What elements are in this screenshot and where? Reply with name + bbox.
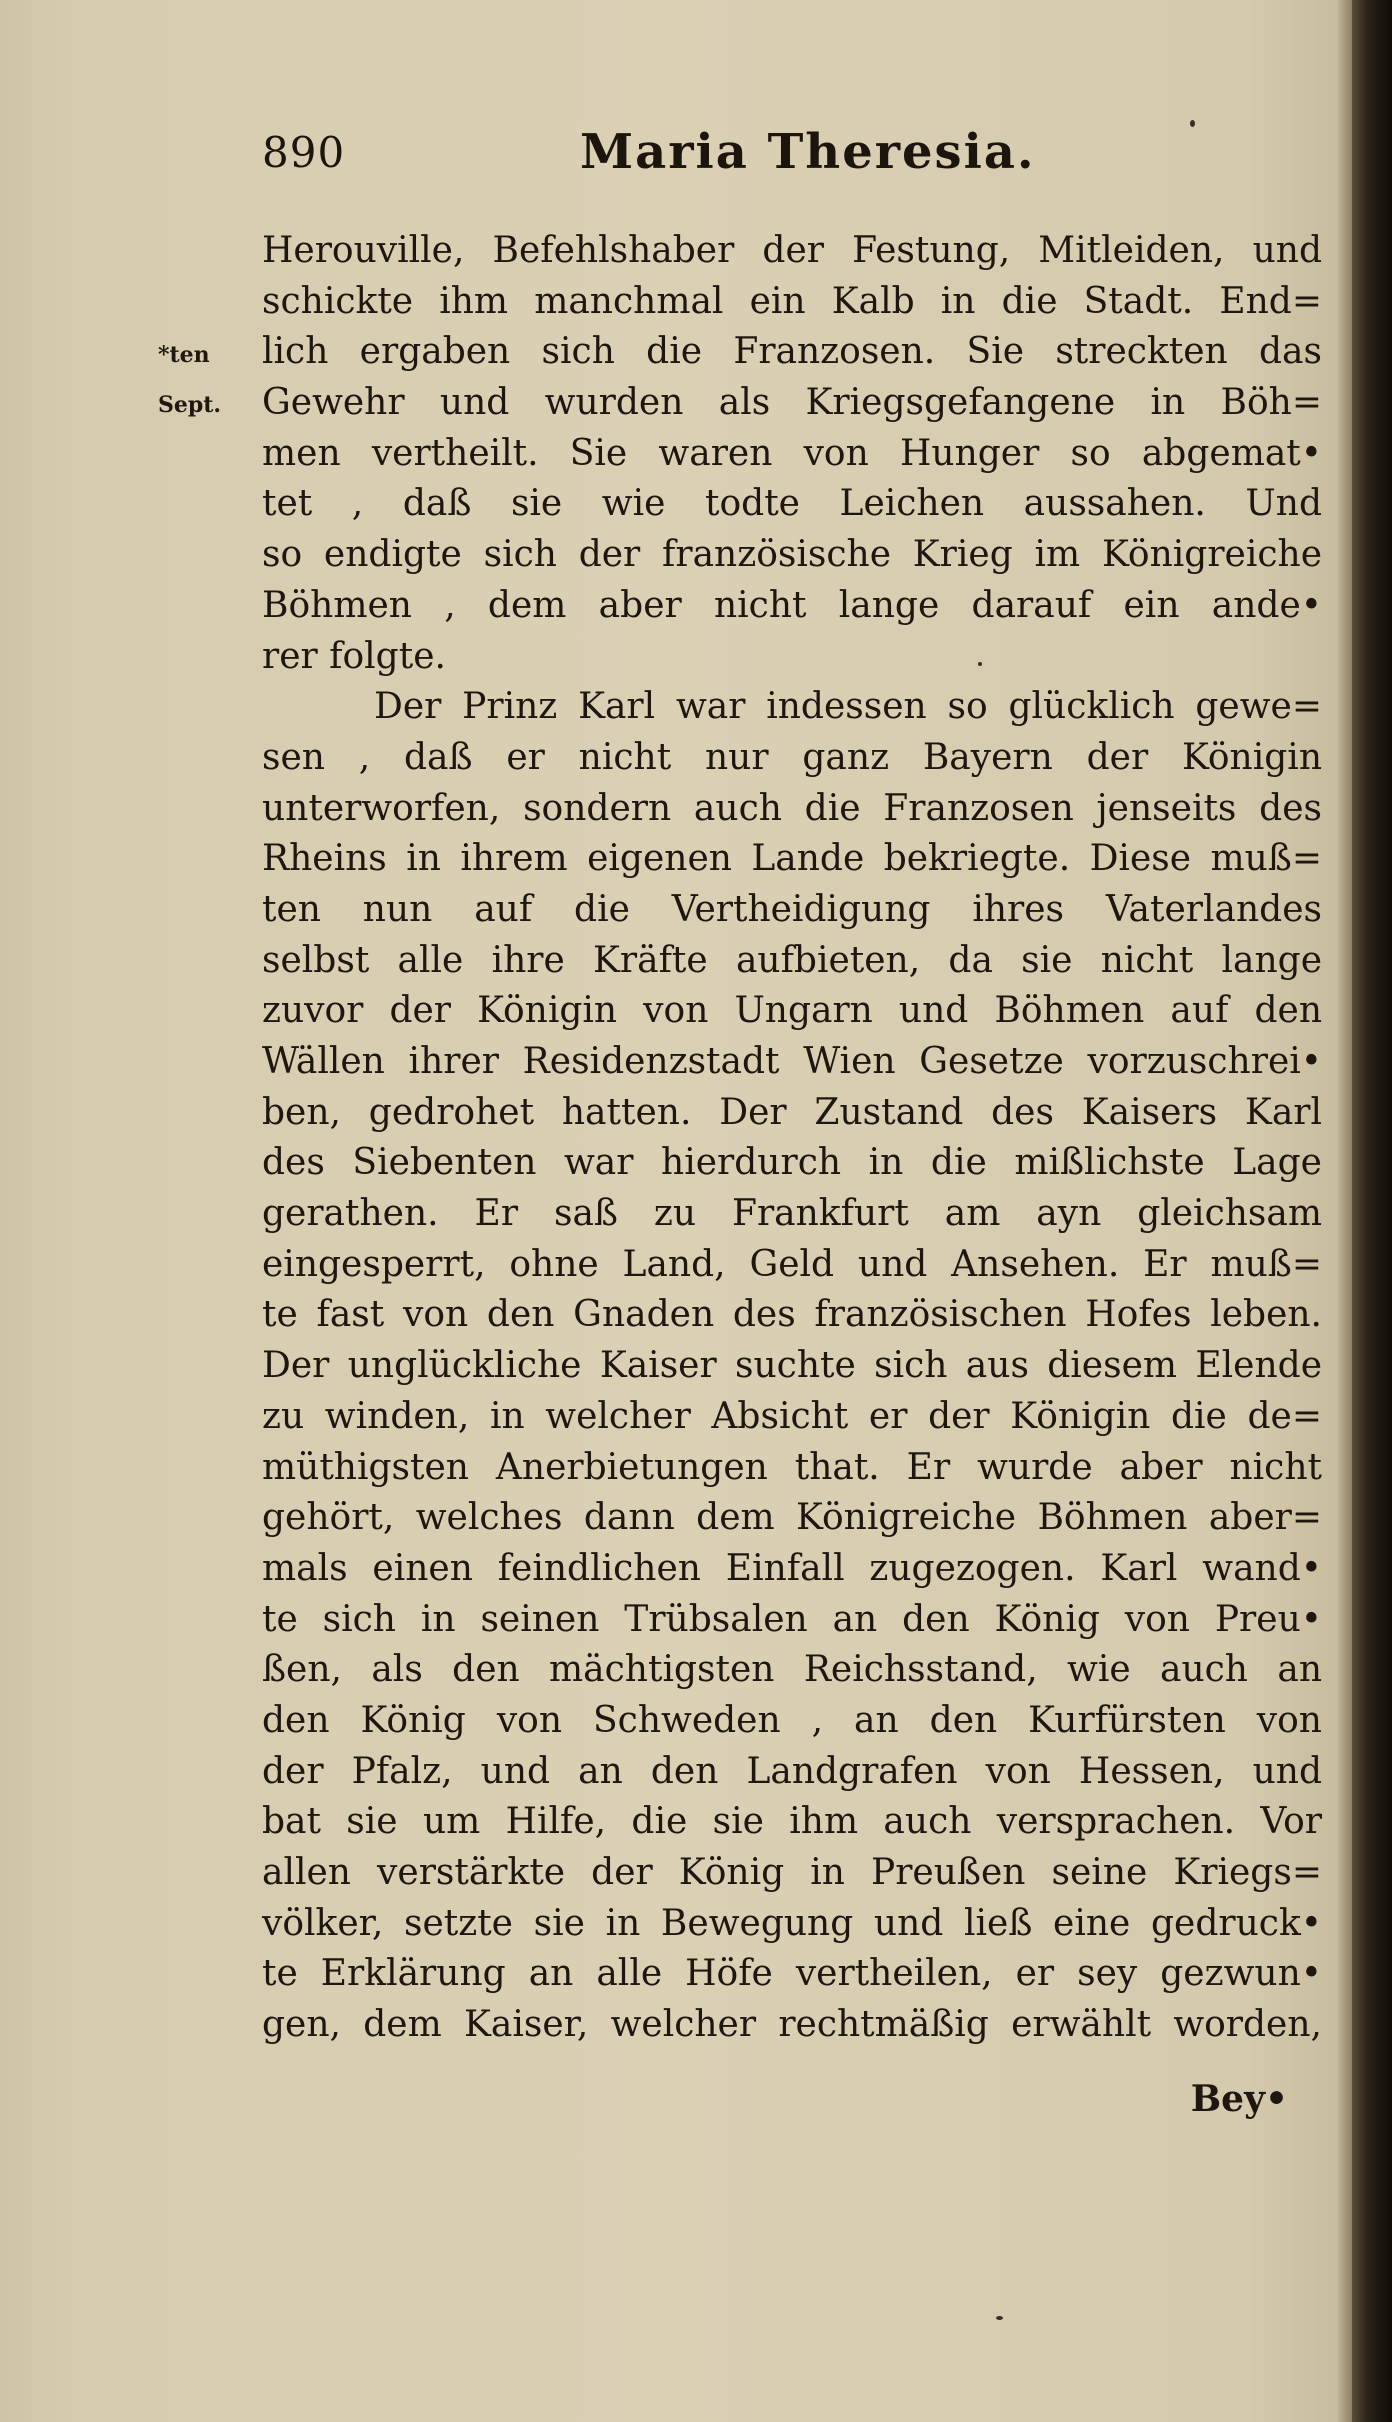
text-line: te fast von den Gnaden des französischen Hofes leben. [262, 1294, 1322, 1336]
text-line: zu winden, in welcher Absicht er der Königin die de= [262, 1395, 1322, 1437]
text-line: tet , daß sie wie todte Leichen aussahen. Und [262, 483, 1322, 525]
text-line: ßen, als den mächtigsten Reichsstand, wie auch an [262, 1649, 1322, 1691]
text-line: sen , daß er nicht nur ganz Bayern der Königin [262, 736, 1322, 778]
text-line: te sich in seinen Trübsalen an den König von Preu• [262, 1598, 1322, 1640]
text-line: Der unglückliche Kaiser suchte sich aus diesem Elende [262, 1345, 1322, 1387]
text-line: des Siebenten war hierdurch in die mißlichste Lage [262, 1142, 1322, 1184]
body-text [262, 226, 1322, 2051]
text-line: müthigsten Anerbietungen that. Er wurde aber nicht [262, 1446, 1322, 1488]
text-line: eingesperrt, ohne Land, Geld und Ansehen. Er muß= [262, 1243, 1322, 1285]
text-line: Der Prinz Karl war indessen so glücklich gewe= [374, 686, 1322, 728]
catchword: Bey• [1190, 2078, 1288, 2120]
page-edge [1338, 0, 1352, 2422]
page-header [262, 124, 1302, 188]
page-number: 890 [262, 128, 346, 177]
text-line: Gewehr und wurden als Kriegsgefangene in Böh= [262, 382, 1322, 424]
text-line: selbst alle ihre Kräfte aufbieten, da sie nicht lange [262, 939, 1322, 981]
margin-note-day: *ten [158, 342, 210, 368]
text-line: zuvor der Königin von Ungarn und Böhmen auf den [262, 990, 1322, 1032]
text-line: Herouville, Befehlshaber der Festung, Mitleiden, und [262, 230, 1322, 271]
text-line: schickte ihm manchmal ein Kalb in die Stadt. End= [262, 280, 1322, 322]
text-line: unterworfen, sondern auch die Franzosen jenseits des [262, 787, 1322, 829]
text-line: der Pfalz, und an den Landgrafen von Hessen, und [262, 1750, 1322, 1792]
text-line: gerathen. Er saß zu Frankfurt am ayn gleichsam [262, 1193, 1322, 1235]
text-line: men vertheilt. Sie waren von Hunger so abgemat• [262, 432, 1322, 474]
text-line: te Erklärung an alle Höfe vertheilen, er sey gezwun• [262, 1953, 1322, 1995]
text-line: Wällen ihrer Residenzstadt Wien Gesetze vorzuschrei• [262, 1041, 1322, 1082]
text-line: Rheins in ihrem eigenen Lande bekriegte. Diese muß= [262, 838, 1322, 880]
book-spine-shadow [1352, 0, 1392, 2422]
paper-speck [996, 2316, 1003, 2320]
text-line: ten nun auf die Vertheidigung ihres Vaterlandes [262, 888, 1322, 930]
margin-note-month: Sept. [158, 392, 222, 418]
text-line: ben, gedrohet hatten. Der Zustand des Kaisers Karl [262, 1091, 1322, 1133]
text-line: bat sie um Hilfe, die sie ihm auch versprachen. Vor [262, 1801, 1322, 1843]
paper-speck [1190, 120, 1195, 127]
text-line: so endigte sich der französische Krieg im Königreiche [262, 534, 1322, 576]
text-line: rer folgte. [262, 635, 446, 677]
text-line: Böhmen , dem aber nicht lange darauf ein ande• [262, 584, 1322, 626]
text-line: lich ergaben sich die Franzosen. Sie streckten das [262, 331, 1322, 373]
text-line: mals einen feindlichen Einfall zugezogen. Karl wand• [262, 1547, 1322, 1589]
text-line: völker, setzte sie in Bewegung und ließ eine gedruck• [262, 1902, 1322, 1944]
text-line: gen, dem Kaiser, welcher rechtmäßig erwählt worden, [262, 2004, 1322, 2046]
text-line: den König von Schweden , an den Kurfürsten von [262, 1699, 1322, 1741]
running-head: Maria Theresia. [580, 124, 1036, 180]
text-line: allen verstärkte der König in Preußen seine Kriegs= [262, 1852, 1322, 1893]
paper-speck [978, 662, 982, 666]
text-line: gehört, welches dann dem Königreiche Böhmen aber= [262, 1497, 1322, 1539]
